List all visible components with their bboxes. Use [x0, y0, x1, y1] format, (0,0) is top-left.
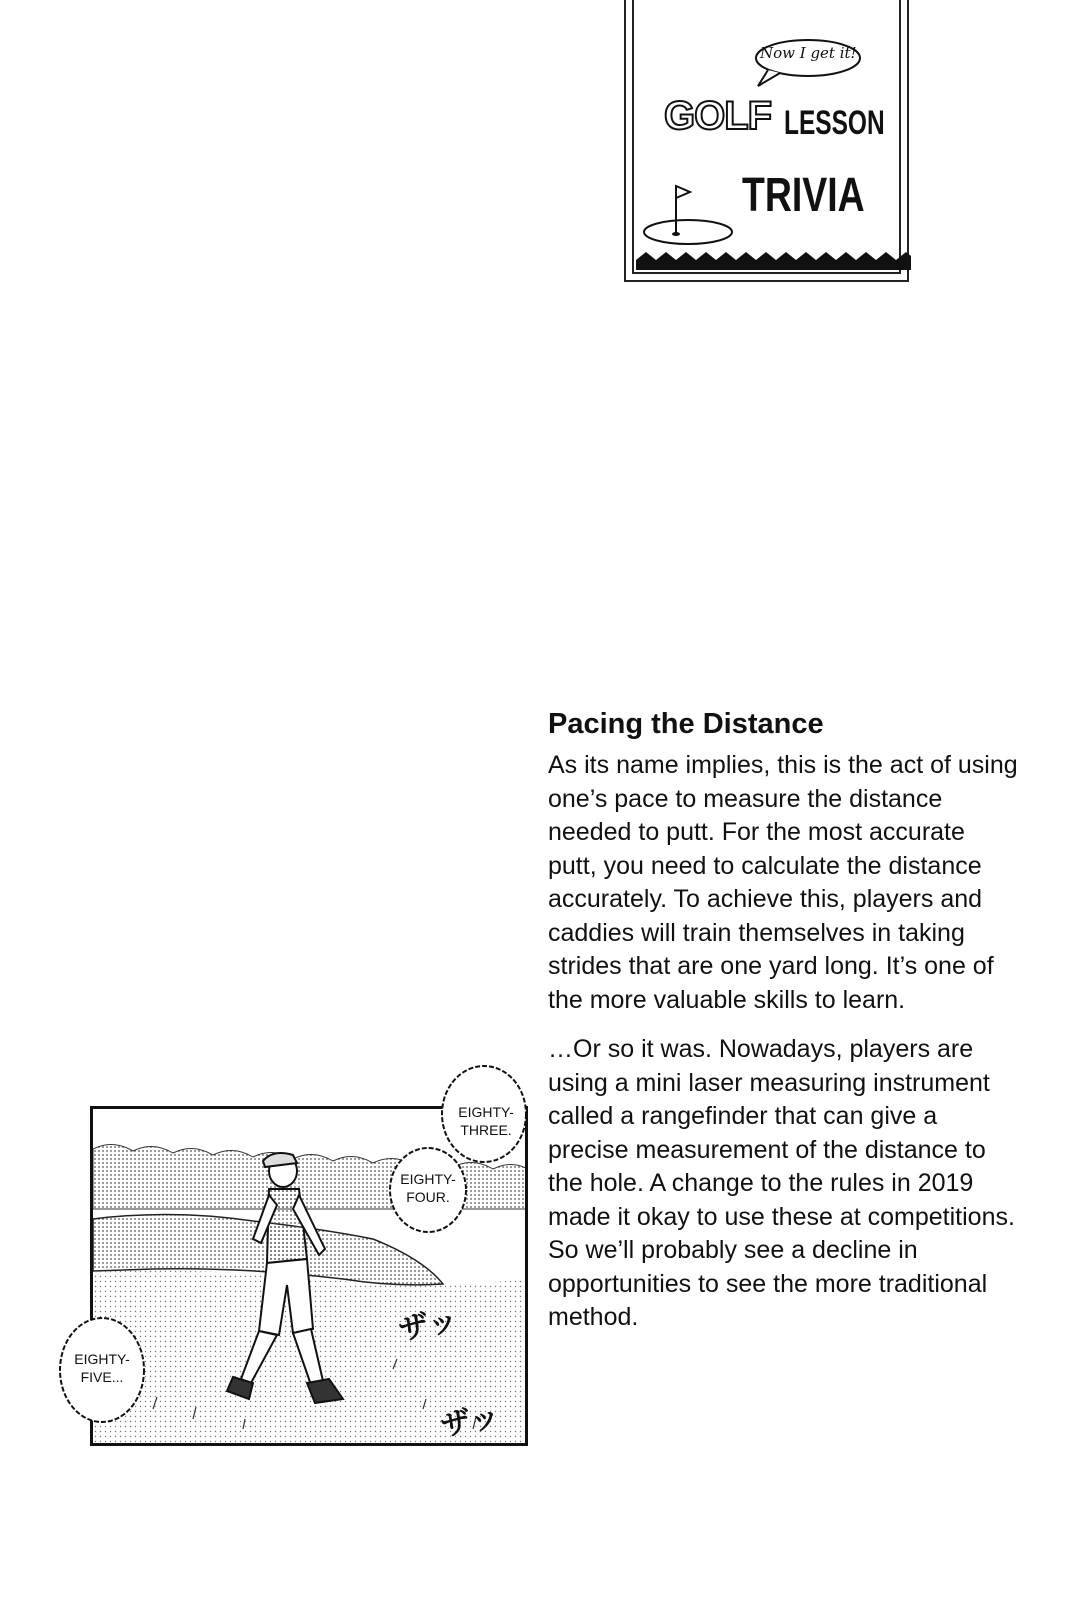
tagline: Now I get it!	[760, 44, 857, 62]
sfx-footstep-1: ザッ	[396, 1303, 461, 1348]
speech-text-2	[390, 1170, 466, 1206]
title-card	[624, 0, 909, 282]
speech-3-line-2: FIVE...	[80, 1369, 124, 1385]
speech-text-1	[446, 1103, 526, 1139]
speech-2-line-1: EIGHTY-	[400, 1171, 456, 1187]
sfx-footstep-2: ザッ	[438, 1399, 503, 1444]
speech-text-3	[62, 1350, 142, 1386]
trivia-article	[548, 708, 1018, 1335]
title-card-inner	[632, 0, 901, 274]
golf-flag-icon	[638, 176, 738, 248]
speech-1-line-1: EIGHTY-	[458, 1104, 514, 1120]
article-heading: Pacing the Distance	[548, 708, 824, 740]
title-trivia: TRIVIA	[742, 169, 865, 222]
title-golf: GOLF	[664, 94, 772, 138]
speech-2-line-2: FOUR.	[406, 1189, 450, 1205]
speech-3-line-1: EIGHTY-	[74, 1351, 130, 1367]
article-paragraph-2: …Or so it was. Nowadays, players are using a mini laser measuring instrument called a rangefinder that can give a precise measurement of the distance to the hole. A change to the rules in 2019 made it okay to use these at competitions. So we’ll probably see a decline in opportunities to see the more traditional method.	[548, 1035, 1015, 1331]
zigzag-border	[636, 250, 911, 270]
article-paragraph-1: As its name implies, this is the act of using one’s pace to measure the distance needed to putt. For the most accurate putt, you need to calculate the distance accurately. To achieve this, players and caddies will train themselves in taking strides that are one yard long. It’s one of the more valuable skills to learn.	[548, 751, 1018, 1014]
title-lesson: LESSON	[784, 104, 885, 142]
speech-1-line-2: THREE.	[460, 1122, 512, 1138]
